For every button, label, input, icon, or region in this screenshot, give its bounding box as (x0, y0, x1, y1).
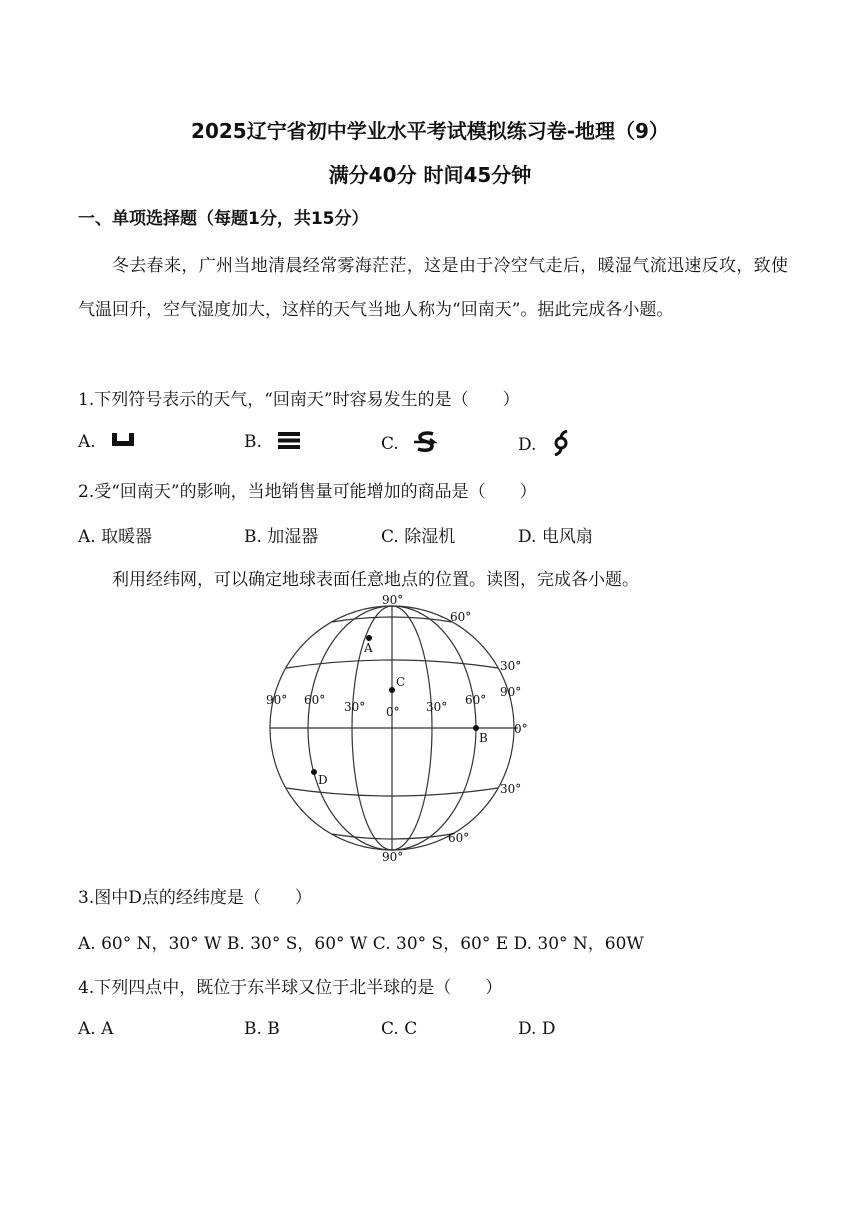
page-title: 2025辽宁省初中学业水平考试模拟练习卷-地理（9） (191, 119, 669, 143)
question-2-stem: 2.受“回南天”的影响，当地销售量可能增加的商品是（ ） (78, 482, 537, 502)
sandstorm-symbol-icon (412, 430, 442, 459)
label-lon-60-left: 60° (304, 693, 326, 707)
q1-option-c[interactable] (381, 430, 442, 459)
passage-2: 利用经纬网，可以确定地球表面任意地点的位置。读图，完成各小题。 (112, 570, 639, 590)
q4-option-b[interactable]: B. B (244, 1019, 280, 1039)
q1-option-d-label: D. (518, 435, 537, 455)
point-c-dot (389, 687, 395, 693)
label-lat-30n: 30° (500, 659, 522, 673)
label-bottom-90: 90° (382, 850, 404, 864)
q1-option-a[interactable] (78, 430, 137, 455)
label-lat-0: 0° (514, 722, 528, 736)
label-lon-30-left: 30° (344, 700, 366, 714)
q1-option-b-label: B. (244, 432, 262, 452)
point-a-label: A (364, 641, 373, 655)
q4-option-c[interactable]: C. C (381, 1019, 418, 1039)
question-4-stem: 4.下列四点中，既位于东半球又位于北半球的是（ ） (78, 978, 503, 998)
q1-option-b[interactable] (244, 430, 303, 455)
point-d-label: D (318, 773, 328, 787)
point-b-label: B (479, 731, 488, 745)
page-subtitle: 满分40分 时间45分钟 (328, 163, 532, 187)
globe-grid-figure (260, 590, 560, 870)
q2-option-c[interactable]: C. 除湿机 (381, 527, 456, 547)
q1-option-d[interactable] (518, 430, 572, 461)
q2-option-b[interactable]: B. 加湿器 (244, 527, 319, 547)
label-top-90: 90° (382, 593, 404, 607)
label-lon-0: 0° (386, 705, 400, 719)
label-lon-60-right: 60° (465, 693, 487, 707)
label-right-90: 90° (500, 685, 522, 699)
label-lat-60s: 60° (448, 831, 470, 845)
q2-option-d[interactable]: D. 电风扇 (518, 527, 593, 547)
q3-options[interactable]: A. 60° N，30° W B. 30° S，60° W C. 30° S，60° E D. 30° N，60W (78, 934, 644, 954)
q4-option-d[interactable]: D. D (518, 1019, 556, 1039)
label-lat-30s: 30° (500, 782, 522, 796)
label-lon-30-right: 30° (426, 700, 448, 714)
label-lat-60n: 60° (450, 610, 472, 624)
question-3-stem: 3.图中D点的经纬度是（ ） (78, 888, 312, 908)
section-heading: 一、单项选择题（每题1分，共15分） (78, 209, 369, 229)
label-left-90: 90° (266, 693, 288, 707)
question-1-stem: 1.下列符号表示的天气，“回南天”时容易发生的是（ ） (78, 390, 520, 410)
q4-option-a[interactable]: A. A (78, 1019, 114, 1039)
point-d-dot (311, 769, 317, 775)
typhoon-symbol-icon (550, 430, 572, 461)
q1-option-c-label: C. (381, 434, 399, 454)
rainstorm-symbol-icon (109, 430, 137, 455)
q2-option-a[interactable]: A. 取暖器 (78, 527, 153, 547)
point-c-label: C (396, 675, 406, 689)
passage-1: 冬去春来，广州当地清晨经常雾海茫茫，这是由于冷空气走后，暖湿气流迅速反攻，致使气温回升，空气湿度加大，这样的天气当地人称为“回南天”。据此完成各小题。 (78, 256, 788, 320)
q1-option-a-label: A. (78, 432, 96, 452)
fog-symbol-icon (275, 430, 303, 455)
